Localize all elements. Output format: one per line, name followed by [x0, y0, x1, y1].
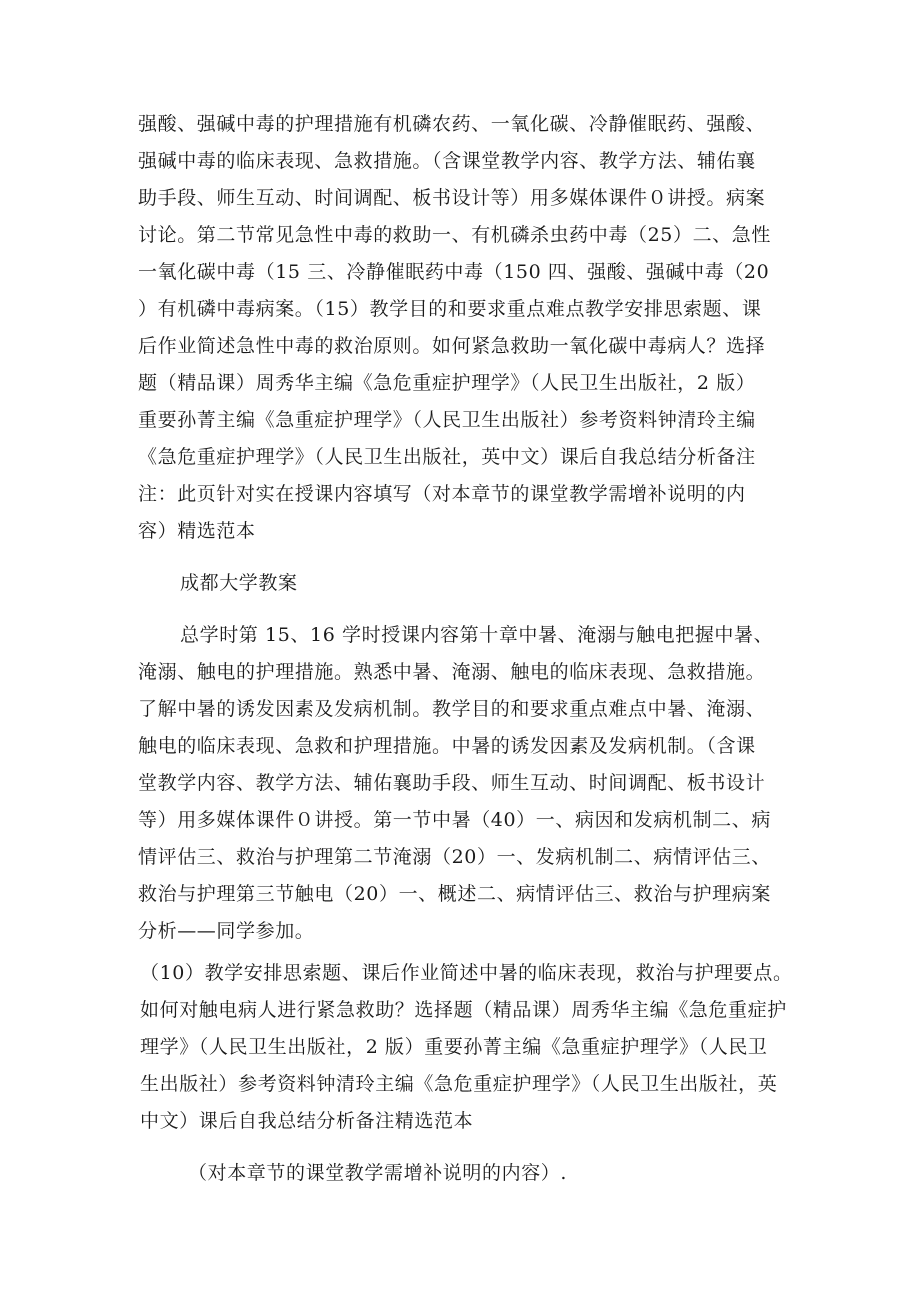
text-line: 情评估三、救治与护理第二节淹溺（20）一、发病机制二、病情评估三、 — [138, 846, 771, 868]
text-line: 总学时第 15、16 学时授课内容第十章中暑、淹溺与触电把握中暑、 — [180, 624, 774, 646]
text-line: 后作业简述急性中毒的救治原则。如何紧急救助一氧化碳中毒病人？选择 — [138, 335, 766, 357]
document-heading: 成都大学教案 — [180, 572, 298, 594]
text-line: 讨论。第二节常见急性中毒的救助一、有机磷杀虫药中毒（25）二、急性 — [138, 224, 771, 246]
text-line: （10）教学安排思索题、课后作业简述中暑的临床表现，救治与护理要点。 — [140, 962, 793, 984]
text-line: 一氧化碳中毒（15 三、冷静催眠药中毒（150 四、强酸、强碱中毒（20 — [138, 261, 770, 283]
text-line: 生出版社）参考资料钟清玲主编《急危重症护理学》（人民卫生出版社，英 — [140, 1073, 778, 1095]
text-line: 触电的临床表现、急救和护理措施。中暑的诱发因素及发病机制。（含课 — [138, 735, 756, 757]
text-line: 强酸、强碱中毒的护理措施有机磷农药、一氧化碳、冷静催眠药、强酸、 — [138, 113, 766, 135]
text-line: 分析——同学参加。 — [138, 920, 315, 942]
text-line: ）有机磷中毒病案。（15）教学目的和要求重点难点教学安排思索题、课 — [138, 298, 762, 320]
text-line: 等）用多媒体课件０讲授。第一节中暑（40）一、病因和发病机制二、病 — [138, 809, 771, 831]
text-line: 中文）课后自我总结分析备注精选范本 — [140, 1110, 474, 1132]
text-line: 注：此页针对实在授课内容填写（对本章节的课堂教学需增补说明的内 — [138, 483, 746, 505]
text-line: 容）精选范本 — [138, 520, 256, 542]
text-line: 助手段、师生互动、时间调配、板书设计等）用多媒体课件０讲授。病案 — [138, 187, 766, 209]
text-line: 救治与护理第三节触电（20）一、概述二、病情评估三、救治与护理病案 — [138, 883, 771, 905]
text-line: 淹溺、触电的护理措施。熟悉中暑、淹溺、触电的临床表现、急救措施。 — [138, 661, 766, 683]
text-line: 理学》（人民卫生出版社，2 版）重要孙菁主编《急重症护理学》（人民卫 — [140, 1036, 768, 1058]
text-line: 《急危重症护理学》（人民卫生出版社，英中文）课后自我总结分析备注 — [138, 446, 756, 468]
text-line: 重要孙菁主编《急重症护理学》（人民卫生出版社）参考资料钟清玲主编 — [138, 409, 756, 431]
text-line: 了解中暑的诱发因素及发病机制。教学目的和要求重点难点中暑、淹溺、 — [138, 698, 766, 720]
text-line: 如何对触电病人进行紧急救助？选择题（精品课）周秀华主编《急危重症护 — [140, 999, 787, 1021]
text-line: 强碱中毒的临床表现、急救措施。（含课堂教学内容、教学方法、辅佑襄 — [138, 150, 756, 172]
footer-note: （对本章节的课堂教学需增补说明的内容）. — [188, 1162, 568, 1184]
text-line: 堂教学内容、教学方法、辅佑襄助手段、师生互动、时间调配、板书设计 — [138, 772, 766, 794]
text-line: 题（精品课）周秀华主编《急危重症护理学》（人民卫生出版社，2 版） — [138, 372, 756, 394]
